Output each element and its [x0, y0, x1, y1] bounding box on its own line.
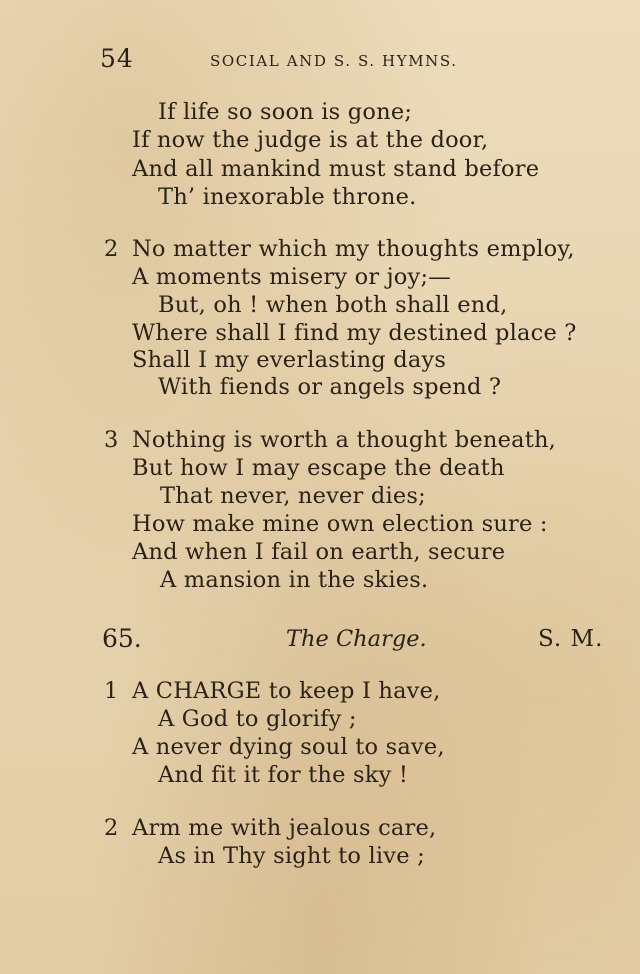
- verse-line: Where shall I find my destined place ?: [132, 320, 577, 346]
- verse-line: But, oh ! when both shall end,: [158, 292, 508, 318]
- verse-line: A God to glorify ;: [158, 706, 357, 732]
- stanza-number: 2: [104, 815, 119, 841]
- verse-line: That never, never dies;: [160, 483, 426, 509]
- verse-line: A mansion in the skies.: [160, 567, 429, 593]
- verse-line: If life so soon is gone;: [158, 99, 413, 125]
- verse-line: And when I fail on earth, secure: [132, 539, 506, 565]
- verse-line: Th’ inexorable throne.: [158, 184, 417, 210]
- stanza-number: 3: [104, 427, 119, 453]
- hymn-number: 65.: [102, 624, 142, 653]
- stanza-number: 2: [104, 236, 119, 262]
- verse-line: Nothing is worth a thought beneath,: [132, 427, 556, 453]
- verse-line: A never dying soul to save,: [132, 734, 445, 760]
- verse-line: Shall I my everlasting days: [132, 347, 447, 373]
- verse-line: How make mine own election sure :: [132, 511, 548, 537]
- verse-line: With fiends or angels spend ?: [158, 374, 502, 400]
- hymn-title: The Charge.: [286, 626, 427, 652]
- verse-line: As in Thy sight to live ;: [158, 843, 425, 869]
- verse-line: But how I may escape the death: [132, 455, 505, 481]
- page-header: [0, 40, 640, 76]
- page-number: 54: [100, 44, 134, 73]
- running-head: SOCIAL AND S. S. HYMNS.: [210, 52, 458, 70]
- verse-line: And all mankind must stand before: [132, 156, 540, 182]
- verse-line: A moments misery or joy;—: [132, 264, 451, 290]
- verse-line: A CHARGE to keep I have,: [132, 678, 441, 704]
- verse-line: No matter which my thoughts employ,: [132, 236, 575, 262]
- verse-line: If now the judge is at the door,: [132, 127, 489, 153]
- hymn-meter: S. M.: [538, 626, 604, 652]
- stanza-number: 1: [104, 678, 119, 704]
- verse-line: And fit it for the sky !: [158, 762, 409, 788]
- verse-line: Arm me with jealous care,: [132, 815, 437, 841]
